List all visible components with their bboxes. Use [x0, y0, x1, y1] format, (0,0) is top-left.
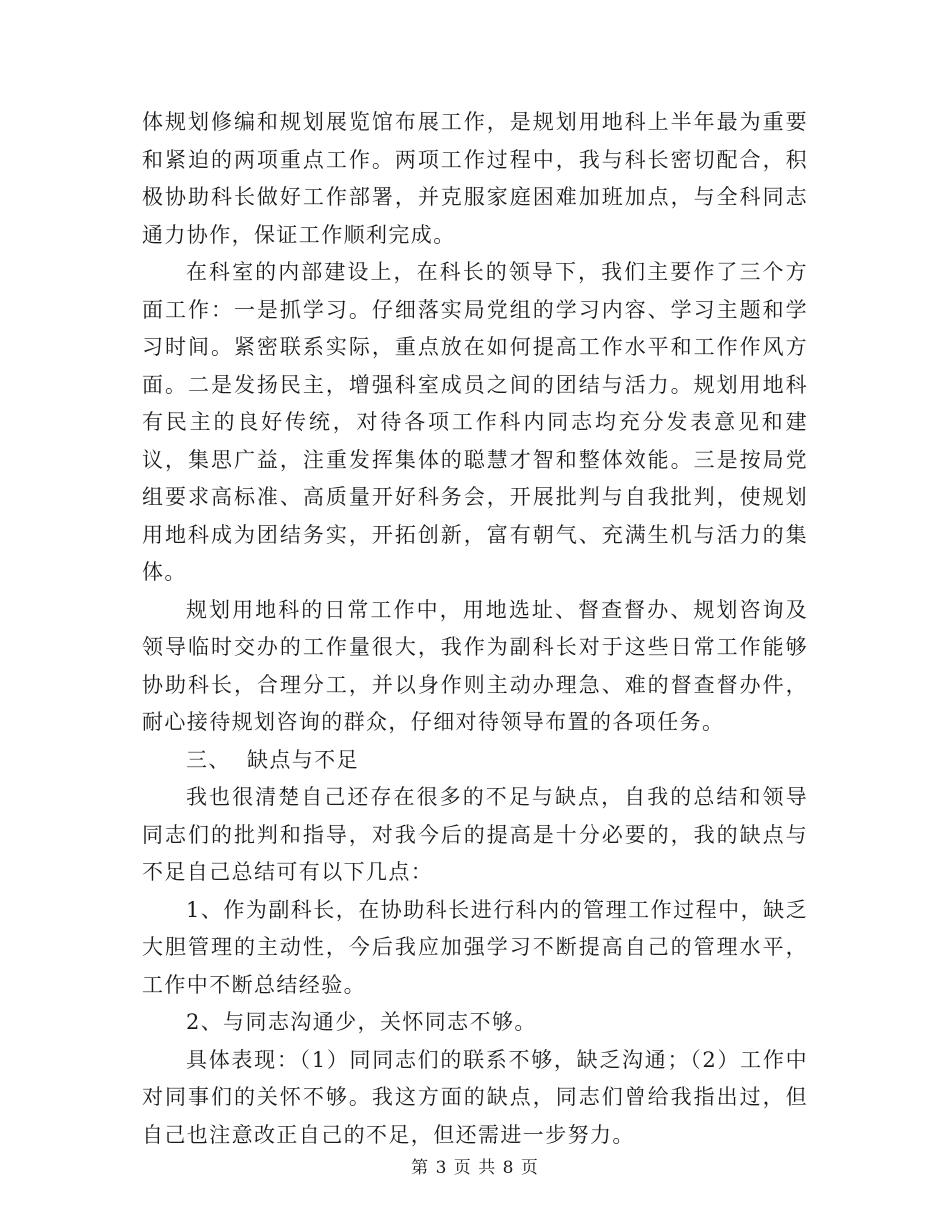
section-heading-shortcomings: 三、 缺点与不足 — [186, 747, 359, 772]
paragraph-specific-performance: 具体表现：（1）同同志们的联系不够，缺乏沟通；（2）工作中对同事们的关怀不够。我这方面的缺点，同志们曾给我指出过，但自己也注意改正自己的不足，但还需进一步努力。 — [142, 1047, 808, 1147]
paragraph-point-2: 2、与同志沟通少，关怀同志不够。 — [186, 1010, 537, 1034]
paragraph-continuation: 体规划修编和规划展览馆布展工作，是规划用地科上半年最为重要和紧迫的两项重点工作。两项工作过程中，我与科长密切配合，积极协助科长做好工作部署，并克服家庭困难加班加点，与全科同志通力协作，保证工作顺利完成。 — [142, 110, 808, 247]
paragraph-internal-construction: 在科室的内部建设上，在科长的领导下，我们主要作了三个方面工作：一是抓学习。仔细落实局党组的学习内容、学习主题和学习时间。紧密联系实际，重点放在如何提高工作水平和工作作风方面。二是发扬民主，增强科室成员之间的团结与活力。规划用地科有民主的良好传统，对待各项工作科内同志均充分发表意见和建议，集思广益，注重发挥集体的聪慧才智和整体效能。三是按局党组要求高标准、高质量开好科务会，开展批判与自我批判，使规划用地科成为团结务实，开拓创新，富有朝气、充满生机与活力的集体。 — [142, 260, 808, 584]
document-body — [142, 104, 808, 1154]
page-number-footer: 第 3 页 共 8 页 — [411, 1158, 539, 1178]
paragraph-daily-work: 规划用地科的日常工作中，用地选址、督查督办、规划咨询及领导临时交办的工作量很大，我作为副科长对于这些日常工作能够协助科长，合理分工，并以身作则主动办理急、难的督查督办件，耐心接待规划咨询的群众，仔细对待领导布置的各项任务。 — [142, 597, 808, 734]
paragraph-point-1: 1、作为副科长，在协助科长进行科内的管理工作过程中，缺乏大胆管理的主动性，今后我应加强学习不断提高自己的管理水平，工作中不断总结经验。 — [142, 897, 808, 997]
paragraph-shortcomings-intro: 我也很清楚自己还存在很多的不足与缺点，自我的总结和领导同志们的批判和指导，对我今后的提高是十分必要的，我的缺点与不足自己总结可有以下几点： — [142, 785, 808, 884]
